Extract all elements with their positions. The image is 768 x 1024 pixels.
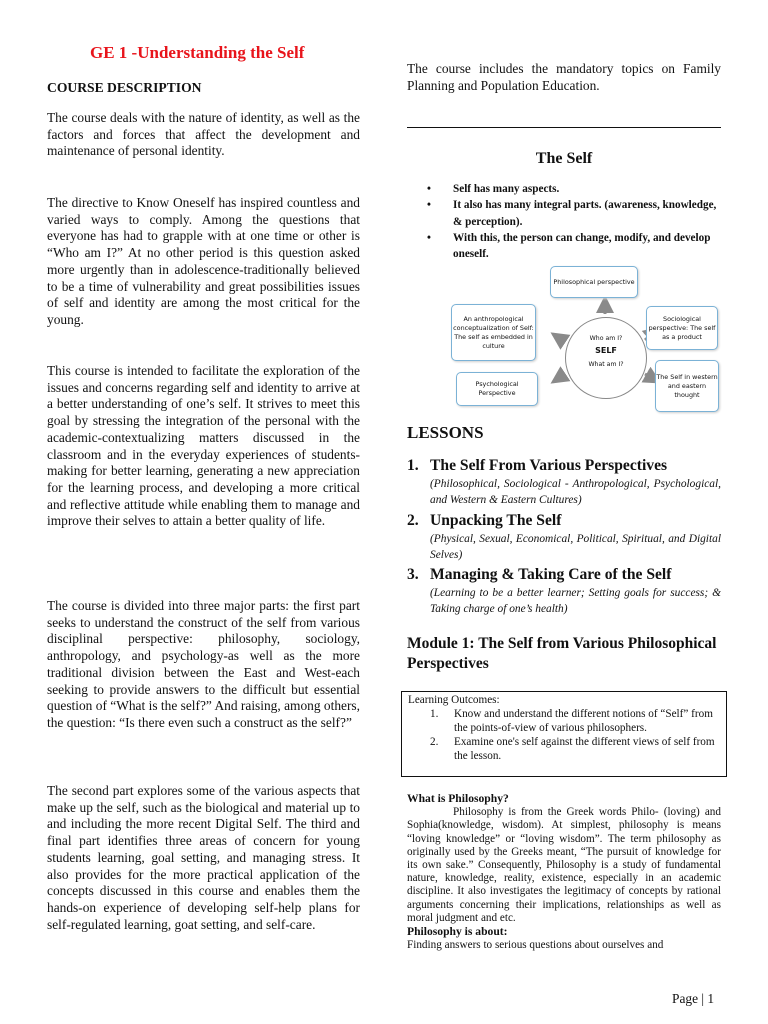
course-description-heading: COURSE DESCRIPTION [47, 80, 202, 95]
lesson-item: 3. Managing & Taking Care of the Self (Learning to be a better learner; Setting goals for success; & Taking charge of one’s health) [407, 566, 721, 618]
center-question-what: What am I? [588, 361, 624, 368]
lessons-heading: LESSONS [407, 423, 484, 442]
outcome-item: 2. Examine one's self against the different views of self from the lesson. [430, 736, 715, 762]
node-psychological: Psychological Perspective [456, 372, 538, 406]
document-title: GE 1 -Understanding the Self [90, 43, 305, 62]
section-divider [407, 127, 721, 128]
lesson-item: 2. Unpacking The Self (Physical, Sexual, Economical, Political, Spiritual, and Digital Selves) [407, 512, 721, 564]
arrow-left-up [553, 334, 565, 342]
lesson-title: Unpacking The Self [430, 512, 562, 529]
course-paragraph-6: The course includes the mandatory topics on Family Planning and Population Education. [407, 61, 721, 93]
center-question-who: Who am I? [589, 335, 623, 342]
course-paragraph-1: The course deals with the nature of identity, as well as the factors and forces that affect the development and maintenance of personal identity. [47, 110, 360, 159]
lesson-subtitle: (Philosophical, Sociological - Anthropological, Psychological, and Western & Eastern Cultures) [430, 478, 721, 506]
self-bullet: • With this, the person can change, modify, and develop oneself. [427, 231, 711, 261]
course-paragraph-4: The course is divided into three major parts: the first part seeks to understand the construct of the self from various disciplinal perspective: philosophy, sociology, anthropology, and psychology-as well as the more traditional division between the East and West-each seeking to provide answers to the difficult but essential question of “What is the self?” And raising, among others, the question: “Is there even such a construct as the self?” [47, 598, 360, 730]
self-bullet-list [407, 181, 721, 262]
outcome-item: 1. Know and understand the different notions of “Self” from the points-of-view of various philosophers. [430, 708, 713, 734]
lesson-title: Managing & Taking Care of the Self [430, 566, 672, 583]
philosophy-section [407, 792, 721, 952]
node-sociological: Sociological perspective: The self as a product [646, 306, 718, 350]
lesson-subtitle: (Physical, Sexual, Economical, Political, Spiritual, and Digital Selves) [430, 533, 721, 561]
philosophy-about-heading: Philosophy is about: [407, 925, 508, 939]
self-bullet: • It also has many integral parts. (awareness, knowledge, & perception). [427, 199, 717, 228]
node-western-eastern: The Self in western and eastern thought [655, 360, 719, 412]
arrow-left-down [553, 374, 565, 382]
course-paragraph-5: The second part explores some of the various aspects that make up the self, such as the biological and material up to and including the more recent Digital Self. The third and final part identifies three areas of concern for young students learning, goal setting, and managing stress. It also provides for the more practical application of the concepts discussed in this course and enables them the hands-on experience of developing self-help plans for self-regulated learning, goat setting, and self-care. [47, 783, 360, 932]
self-perspectives-diagram [449, 266, 720, 412]
lesson-item: 1. The Self From Various Perspectives (Philosophical, Sociological - Anthropological, Psychological, and Western & Eastern Cultures) [407, 457, 721, 509]
page-number: Page | 1 [672, 991, 715, 1006]
lesson-subtitle: (Learning to be a better learner; Setting goals for success; & Taking charge of one’s health) [430, 587, 721, 615]
course-paragraph-2: The directive to Know Oneself has inspired countless and varied ways to comply. Among the questions that everyone has had to grapple with at one time or other is “Who am I?” At no other period is this question asked more urgently than in adolescence-traditionally believed to be a time of vulnerability and great possibilities issues of self and identity are among the most critical for the young. [47, 195, 360, 327]
node-anthropological: An anthropological conceptualization of Self: The self as embedded in culture [451, 304, 536, 361]
self-center-circle [565, 317, 647, 399]
philosophy-heading: What is Philosophy? [407, 792, 509, 805]
center-self-label: SELF [595, 346, 617, 355]
module-heading: Module 1: The Self from Various Philosophical Perspectives [407, 635, 717, 672]
node-philosophical: Philosophical perspective [550, 266, 638, 298]
learning-outcomes-box [401, 691, 727, 777]
course-paragraph-3: This course is intended to facilitate the exploration of the issues and concerns regarding self and identity to arrive at a better understanding of one’s self. It strives to meet this goal by stressing the integration of the personal with the academic-contextualizing matters discussed in the classroom and in the everyday experiences of students-making for better learning, generating a new appreciation for the learning process, and developing a more critical and reflective attitude while enabling them to manage and improve their selves to attain a better quality of life. [47, 363, 360, 529]
self-bullet: • Self has many aspects. [427, 183, 560, 195]
the-self-heading: The Self [535, 150, 593, 167]
learning-outcomes-label: Learning Outcomes: [408, 694, 500, 706]
lesson-title: The Self From Various Perspectives [430, 457, 668, 474]
philosophy-paragraph: Philosophy is from the Greek words Philo- (loving) and Sophia(knowledge, wisdom). At simplest, philosophy is means “loving knowledge” or “loving wisdom”. The term philosophy as originally used by the Greeks meant, “The pursuit of knowledge for its own sake.” Consequently, Philosophy is a study of fundamental nature, knowledge, reality, existence, especially in an academic discipline. It also investigates the legitimacy of concepts by rational arguments concerning their implications, relationships as well as moral judgment and etc. [407, 806, 721, 924]
philosophy-about-text: Finding answers to serious questions about ourselves and [407, 939, 664, 952]
